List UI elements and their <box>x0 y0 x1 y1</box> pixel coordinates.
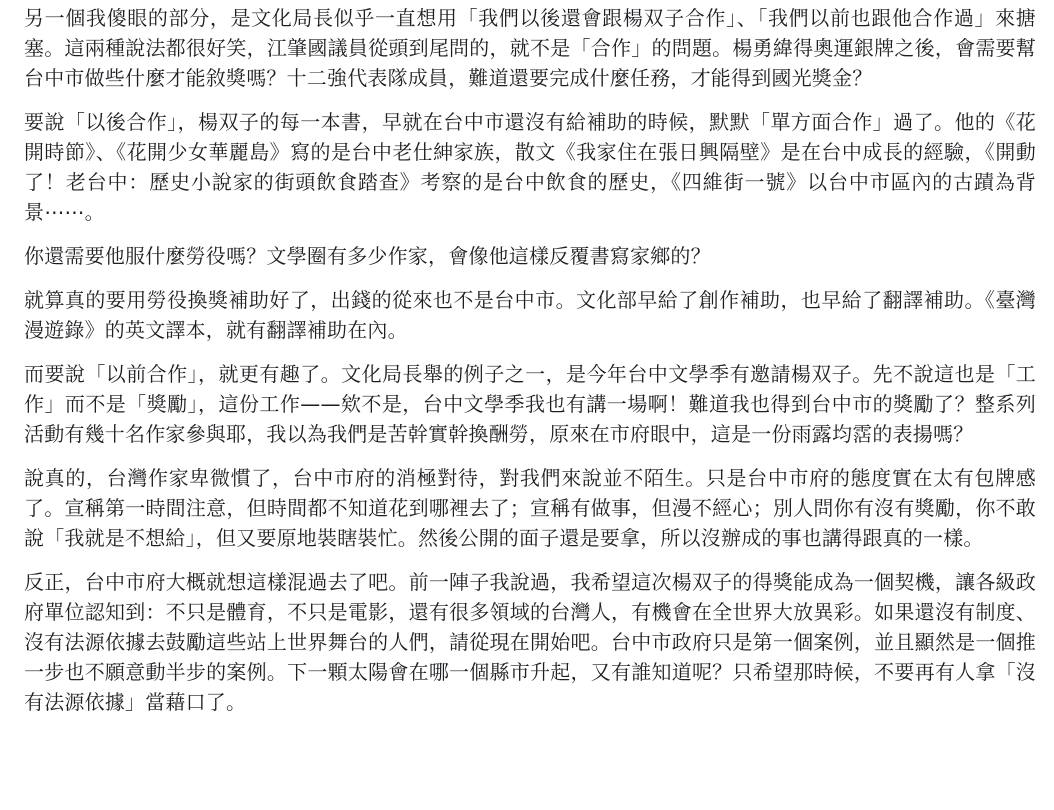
paragraph-3: 你還需要他服什麼勞役嗎？文學圈有多少作家，會像他這樣反覆書寫家鄉的？ <box>24 244 711 268</box>
paragraph-7: 反正，台中市府大概就想這樣混過去了吧。前一陣子我說過，我希望這次楊双子的得獎能成為一個契機，讓各級政府單位認知到：不只是體育，不只是電影，還有很多領域的台灣人，有機會在全世界大放異彩。如果還沒有制度、沒有法源依據去鼓勵這些站上世界舞台的人們，請從現在開始吧。台中市政府只是第一個案例，並且顯然是一個推一步也不願意動半步的案例。下一顆太陽會在哪一個縣市升起，又有誰知道呢？只希望那時候，不要再有人拿「沒有法源依據」當藉口了。 <box>24 570 1036 714</box>
paragraph-1: 另一個我傻眼的部分，是文化局長似乎一直想用「我們以後還會跟楊双子合作」、「我們以前也跟他合作過」來搪塞。這兩種說法都很好笑，江肇國議員從頭到尾問的，就不是「合作」的問題。楊勇緯得奧運銀牌之後，會需要幫台中市做些什麼才能敘獎嗎？十二強代表隊成員，難道還要完成什麼任務，才能得到國光獎金？ <box>24 6 1036 90</box>
paragraph-5: 而要說「以前合作」，就更有趣了。文化局長舉的例子之一，是今年台中文學季有邀請楊双子。先不說這也是「工作」而不是「獎勵」，這份工作——欸不是，台中文學季我也有講一場啊！難道我也得到台中市的獎勵了？整系列活動有幾十名作家參與耶，我以為我們是苦幹實幹換酬勞，原來在市府眼中，這是一份雨露均霑的表揚嗎？ <box>24 362 1036 446</box>
paragraph-2: 要說「以後合作」，楊双子的每一本書，早就在台中市還沒有給補助的時候，默默「單方面合作」過了。他的《花開時節》、《花開少女華麗島》寫的是台中老仕紳家族，散文《我家住在張日興隔壁》是在台中成長的經驗，《開動了！老台中：歷史小說家的街頭飲食踏查》考察的是台中飲食的歷史，《四維街一號》以台中市區內的古蹟為背景⋯⋯。 <box>24 110 1036 224</box>
paragraph-6: 說真的，台灣作家卑微慣了，台中市府的消極對待，對我們來說並不陌生。只是台中市府的態度實在太有包牌感了。宣稱第一時間注意，但時間都不知道花到哪裡去了；宣稱有做事，但漫不經心；別人問你有沒有獎勵，你不敢說「我就是不想給」，但又要原地裝瞎裝忙。然後公開的面子還是要拿，所以沒辦成的事也講得跟真的一樣。 <box>24 466 1036 550</box>
paragraph-4: 就算真的要用勞役換獎補助好了，出錢的從來也不是台中市。文化部早給了創作補助，也早給了翻譯補助。《臺灣漫遊錄》的英文譯本，就有翻譯補助在內。 <box>24 288 1036 342</box>
